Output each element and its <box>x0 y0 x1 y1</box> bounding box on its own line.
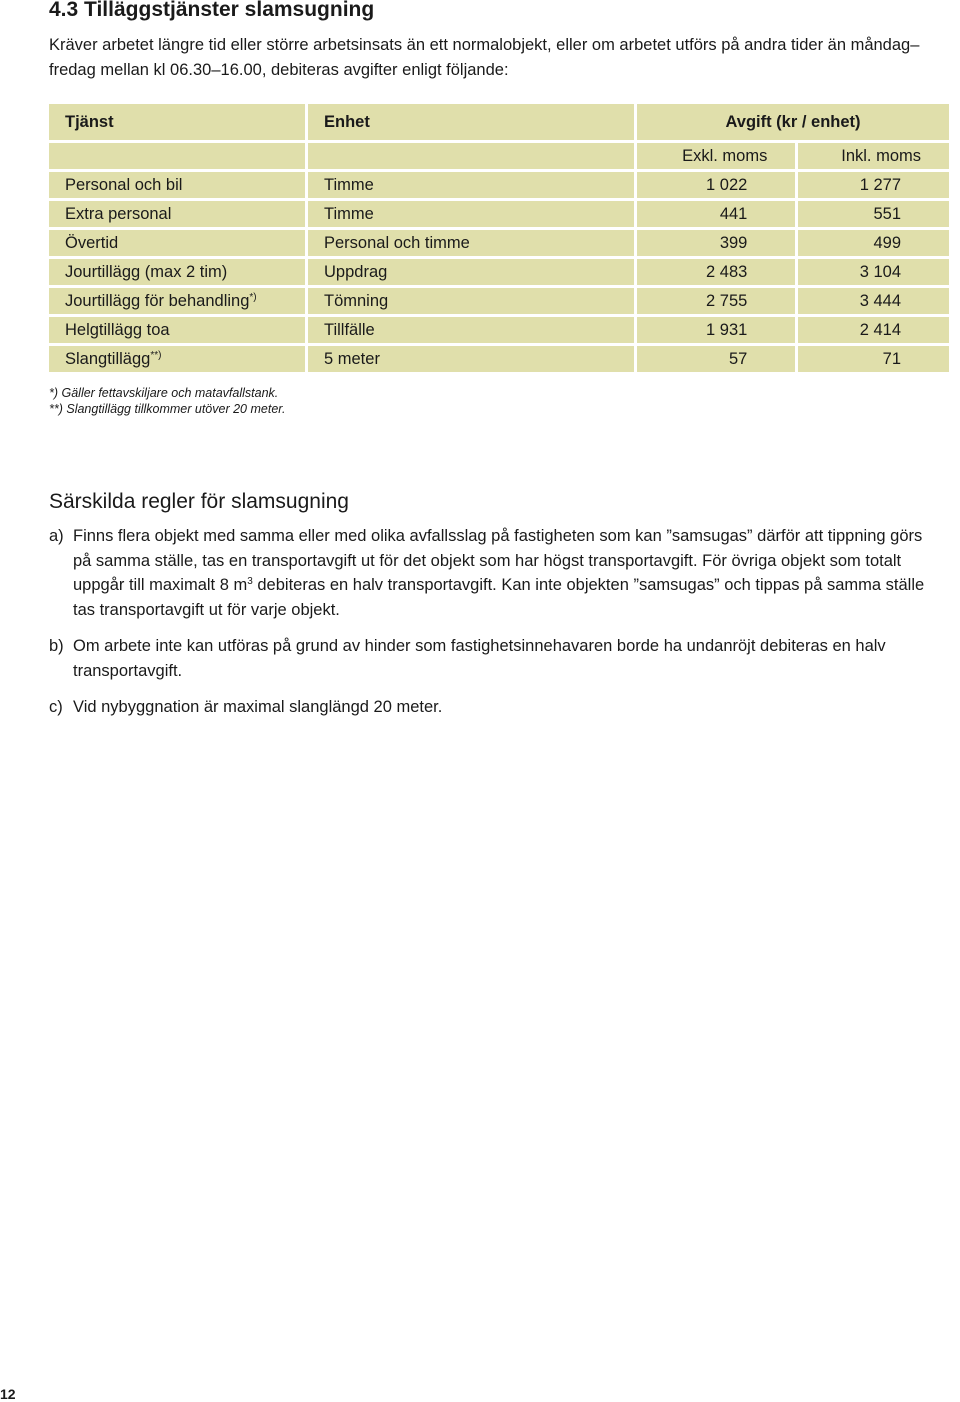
rule-a-superscript: 3 <box>247 576 253 587</box>
cell-excl-vat-text: 1 931 <box>706 320 748 339</box>
table-header-row <box>49 104 949 140</box>
subheader-excl-vat: Exkl. moms <box>637 143 795 169</box>
intro-paragraph: Kräver arbetet längre tid eller större arbetsinsats än ett normalobjekt, eller om arbetet utförs på andra tider än måndag–fredag mellan kl 06.30–16.00, debiteras avgifter enligt följande: <box>49 36 920 79</box>
cell-service <box>49 317 305 343</box>
cell-excl-vat <box>637 317 795 343</box>
rule-b <box>49 634 929 683</box>
footnote-marker: **) <box>150 349 162 361</box>
cell-service <box>49 201 305 227</box>
cell-unit <box>308 201 634 227</box>
rule-c-text: Vid nybyggnation är maximal slanglängd 20 meter. <box>73 698 443 716</box>
cell-incl-vat-text: 71 <box>882 349 901 368</box>
table-row <box>49 317 949 343</box>
cell-incl-vat-text: 2 414 <box>859 320 901 339</box>
cell-service <box>49 230 305 256</box>
cell-excl-vat <box>637 201 795 227</box>
table-row <box>49 230 949 256</box>
rule-c <box>49 695 929 720</box>
table-footnotes <box>49 385 285 417</box>
footnote-marker: *) <box>249 291 257 303</box>
cell-excl-vat-text: 2 483 <box>706 262 748 281</box>
cell-excl-vat-text: 441 <box>719 204 748 223</box>
cell-service-text: Helgtillägg toa <box>65 320 170 339</box>
table-row <box>49 201 949 227</box>
cell-excl-vat <box>637 346 795 372</box>
footnote-1: *) Gäller fettavskiljare och matavfallstank. <box>49 386 279 400</box>
rules-list <box>49 524 929 732</box>
cell-excl-vat <box>637 172 795 198</box>
subheader-empty-unit <box>308 143 634 169</box>
cell-service-text: Jourtillägg för behandling <box>65 291 250 310</box>
cell-excl-vat <box>637 288 795 314</box>
fee-table <box>46 101 952 375</box>
cell-incl-vat-text: 1 277 <box>859 175 901 194</box>
page-number: 12 <box>0 1386 16 1402</box>
cell-incl-vat-text: 551 <box>873 204 901 223</box>
cell-unit <box>308 259 634 285</box>
cell-unit-text: Personal och timme <box>324 233 470 252</box>
cell-incl-vat-text: 3 444 <box>859 291 901 310</box>
cell-service-text: Jourtillägg (max 2 tim) <box>65 262 228 281</box>
cell-excl-vat <box>637 259 795 285</box>
cell-unit-text: 5 meter <box>324 349 380 368</box>
header-unit: Enhet <box>308 104 634 140</box>
subheader-empty-service <box>49 143 305 169</box>
cell-unit <box>308 172 634 198</box>
rule-a-marker: a) <box>49 527 64 545</box>
cell-excl-vat-text: 57 <box>728 349 748 368</box>
cell-incl-vat-text: 3 104 <box>859 262 901 281</box>
fee-table-body <box>49 172 949 372</box>
cell-service-text: Extra personal <box>65 204 172 223</box>
cell-incl-vat <box>798 230 949 256</box>
cell-unit <box>308 317 634 343</box>
cell-incl-vat <box>798 201 949 227</box>
rule-b-marker: b) <box>49 637 64 655</box>
cell-unit-text: Uppdrag <box>324 262 388 281</box>
cell-incl-vat-text: 499 <box>873 233 901 252</box>
cell-unit-text: Timme <box>324 175 374 194</box>
cell-unit <box>308 230 634 256</box>
cell-service <box>49 346 305 372</box>
cell-incl-vat <box>798 288 949 314</box>
rule-a-text <box>73 524 929 622</box>
cell-unit-text: Timme <box>324 204 374 223</box>
cell-excl-vat <box>637 230 795 256</box>
table-subheader-row <box>49 143 949 169</box>
subheader-incl-vat: Inkl. moms <box>798 143 949 169</box>
rule-b-text: Om arbete inte kan utföras på grund av hinder som fastighetsinnehavaren borde ha undanröjt debiteras en halv transportavgift. <box>73 637 886 680</box>
cell-service-text: Övertid <box>65 233 119 252</box>
table-row <box>49 172 949 198</box>
footnote-2: **) Slangtillägg tillkommer utöver 20 meter. <box>49 402 286 416</box>
cell-service <box>49 172 305 198</box>
page-title: 4.3 Tilläggstjänster slamsugning <box>49 0 375 21</box>
table-row <box>49 346 949 372</box>
cell-incl-vat <box>798 259 949 285</box>
header-fee: Avgift (kr / enhet) <box>637 104 949 140</box>
cell-unit-text: Tömning <box>324 291 389 310</box>
rule-a <box>49 524 929 622</box>
cell-service <box>49 259 305 285</box>
cell-incl-vat <box>798 317 949 343</box>
cell-incl-vat <box>798 346 949 372</box>
cell-excl-vat-text: 2 755 <box>706 291 748 310</box>
cell-unit <box>308 288 634 314</box>
cell-unit-text: Tillfälle <box>324 320 375 339</box>
table-row <box>49 259 949 285</box>
rules-heading: Särskilda regler för slamsugning <box>49 490 349 513</box>
header-service: Tjänst <box>49 104 305 140</box>
rule-a-text-part2: debiteras en halv transportavgift. Kan inte objekten ”samsugas” och tippas på samma ställe tas transportavgift ut för varje objekt. <box>73 576 925 619</box>
rule-c-marker: c) <box>49 698 63 716</box>
cell-service-text: Slangtillägg <box>65 349 151 368</box>
table-row <box>49 288 949 314</box>
cell-service <box>49 288 305 314</box>
cell-service-text: Personal och bil <box>65 175 183 194</box>
cell-unit <box>308 346 634 372</box>
cell-incl-vat <box>798 172 949 198</box>
cell-excl-vat-text: 399 <box>719 233 748 252</box>
rule-a-text-part1: Finns flera objekt med samma eller med olika avfallsslag på fastigheten som kan ”samsugas” därför att tippning görs på samma ställe, tas en transportavgift ut för det objekt som har högst transportavgift. För övriga objekt som totalt uppgår till maximalt 8 m <box>73 527 923 594</box>
cell-excl-vat-text: 1 022 <box>706 175 748 194</box>
